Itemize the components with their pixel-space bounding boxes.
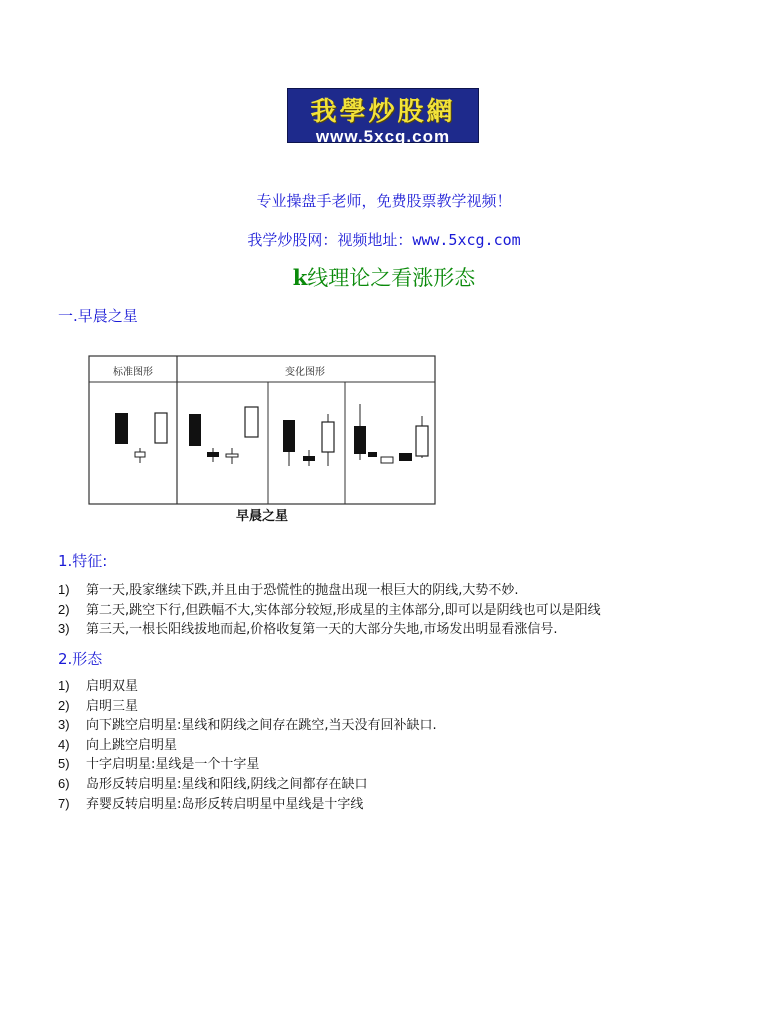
candles-variant-3 (354, 404, 428, 463)
promo-line-2[interactable]: 我学炒股网：视频地址：www.5xcg.com (247, 231, 521, 249)
list-item (58, 754, 437, 774)
list-number: 4) (58, 736, 70, 752)
title-k: k (292, 265, 308, 290)
candle-bullish (155, 413, 167, 443)
list-text: 启明三星 (86, 698, 139, 714)
list-item (58, 600, 601, 620)
candle-star-1 (368, 452, 377, 457)
list-text: 第二天,跳空下行,但跌幅不大,实体部分较短,形成星的主体部分,即可以是阴线也可以是阳线 (86, 602, 601, 618)
list-text: 十字启明星:星线是一个十字星 (86, 757, 260, 773)
list-text: 第一天,股家继续下跌,并且由于恐慌性的抛盘出现一根巨大的阴线,大势不妙. (86, 583, 519, 598)
candles-variant-1 (189, 407, 258, 464)
figure-header-variant: 变化图形 (285, 367, 325, 378)
figure-caption: 早晨之星 (235, 509, 289, 524)
list-number: 2) (58, 601, 70, 617)
list-text: 向上跳空启明星 (86, 737, 178, 753)
forms-list (58, 676, 437, 813)
title-rest: 线理论之看涨形态 (307, 266, 476, 290)
candle-star-2 (381, 457, 393, 463)
list-item (58, 676, 437, 696)
candle-bullish (245, 407, 258, 437)
list-number: 7) (58, 795, 70, 811)
list-item (58, 580, 601, 600)
page-title (0, 262, 768, 292)
site-logo[interactable] (287, 88, 479, 146)
morning-star-figure (85, 340, 439, 530)
candle-cross (226, 454, 238, 457)
features-list (58, 580, 601, 639)
figure-header-standard: 标准图形 (113, 367, 153, 378)
list-number: 5) (58, 756, 70, 772)
heading-features: 1.特征: (58, 552, 108, 570)
list-item (58, 794, 437, 814)
heading-forms: 2.形态 (58, 650, 103, 668)
list-number: 3) (58, 621, 70, 637)
list-text: 弃婴反转启明星:岛形反转启明星中星线是十字线 (86, 796, 364, 812)
candle-bullish (322, 422, 334, 452)
list-item (58, 715, 437, 735)
list-item (58, 735, 437, 755)
heading-morning-star: 一.早晨之星 (58, 307, 138, 325)
list-text: 第三天,一根长阳线拔地而起,价格收复第一天的大部分失地,市场发出明显看涨信号. (86, 622, 558, 638)
list-number: 2) (58, 697, 70, 713)
list-number: 1) (58, 582, 70, 597)
candle-bearish (189, 414, 201, 446)
figure-frame (89, 356, 435, 504)
list-item (58, 774, 437, 794)
candle-star-3 (399, 453, 412, 461)
list-number: 1) (58, 678, 70, 693)
candle-bearish (283, 420, 295, 452)
list-text: 向下跳空启明星:星线和阴线之间存在跳空,当天没有回补缺口. (86, 718, 437, 734)
candle-star (207, 452, 219, 457)
candle-star (135, 452, 145, 457)
logo-url: www.5xcg.com (315, 127, 451, 146)
candle-bearish (354, 426, 366, 454)
promo-line-1: 专业操盘手老师，免费股票教学视频！ (256, 192, 512, 210)
list-number: 3) (58, 717, 70, 733)
list-item (58, 696, 437, 716)
list-number: 6) (58, 775, 70, 791)
logo-title: 我學炒股網 (310, 97, 456, 127)
list-text: 启明双星 (86, 679, 139, 694)
candles-standard (115, 413, 167, 463)
candle-star (303, 456, 315, 461)
candle-bearish (115, 413, 128, 444)
candles-variant-2 (283, 414, 334, 466)
list-item (58, 619, 601, 639)
list-text: 岛形反转启明星:星线和阳线,阴线之间都存在缺口 (86, 776, 368, 792)
candle-bullish (416, 426, 428, 456)
